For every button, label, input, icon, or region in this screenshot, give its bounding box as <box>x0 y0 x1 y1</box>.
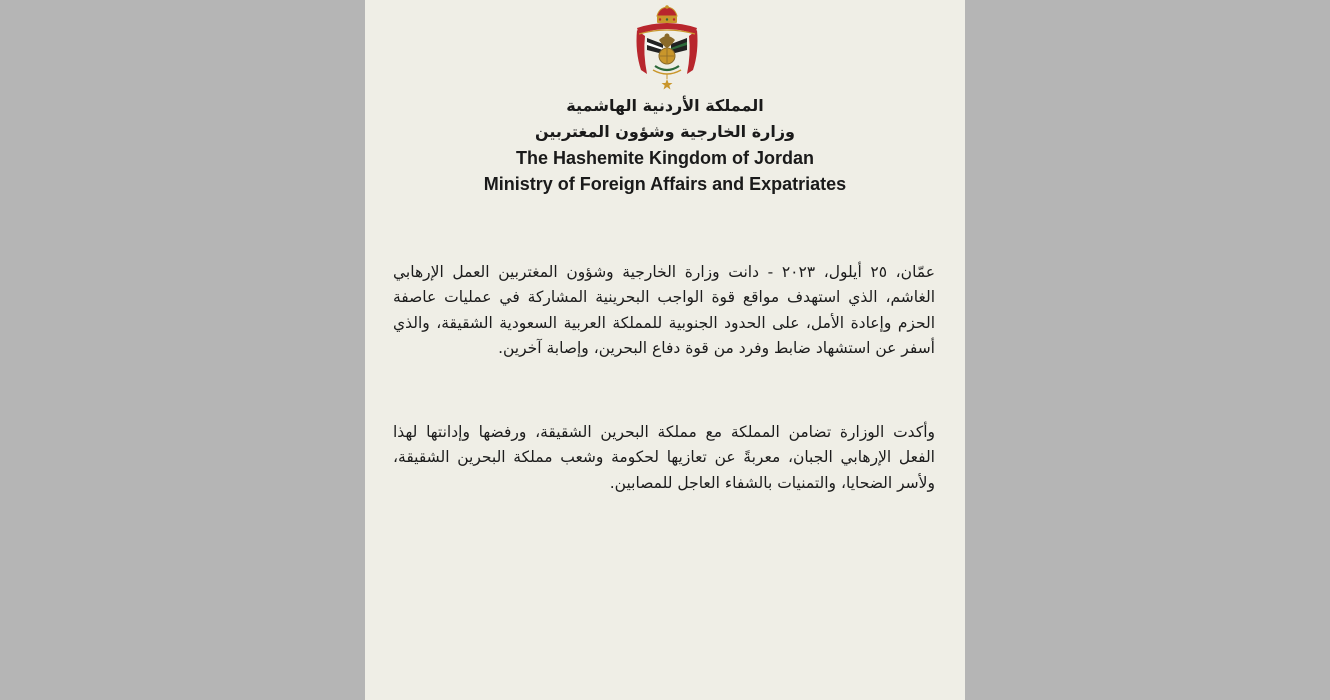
header-english-kingdom: The Hashemite Kingdom of Jordan <box>515 148 815 168</box>
statement-paragraph-2: وأكدت الوزارة تضامن المملكة مع مملكة البحرين الشقيقة، ورفضها وإدانتها لهذا الفعل الإرهابي الجبان، معربةً عن تعازيها لحكومة وشعب مملكة البحرين الشقيقة، ولأسر الضحايا، والتمنيات بالشفاء العاجل للمصابين. <box>393 422 935 492</box>
jordan-coat-of-arms-icon <box>629 4 705 92</box>
header-arabic-kingdom: المملكة الأردنية الهاشمية <box>566 96 764 115</box>
header-english-ministry: Ministry of Foreign Affairs and Expatriates <box>483 174 847 194</box>
letter-page <box>365 0 965 700</box>
statement-paragraph-1: عمّان، ٢٥ أيلول، ٢٠٢٣ - دانت وزارة الخارجية وشؤون المغتربين العمل الإرهابي الغاشم، الذي استهدف مواقع قوة الواجب البحرينية المشاركة في عمليات عاصفة الحزم وإعادة الأمل، على الحدود الجنوبية للمملكة العربية السعودية الشقيقة، والذي أسفر عن استشهاد ضابط وفرد من قوة دفاع البحرين، وإصابة آخرين. <box>393 262 936 358</box>
header-arabic-ministry: وزارة الخارجية وشؤون المغتربين <box>535 122 795 141</box>
